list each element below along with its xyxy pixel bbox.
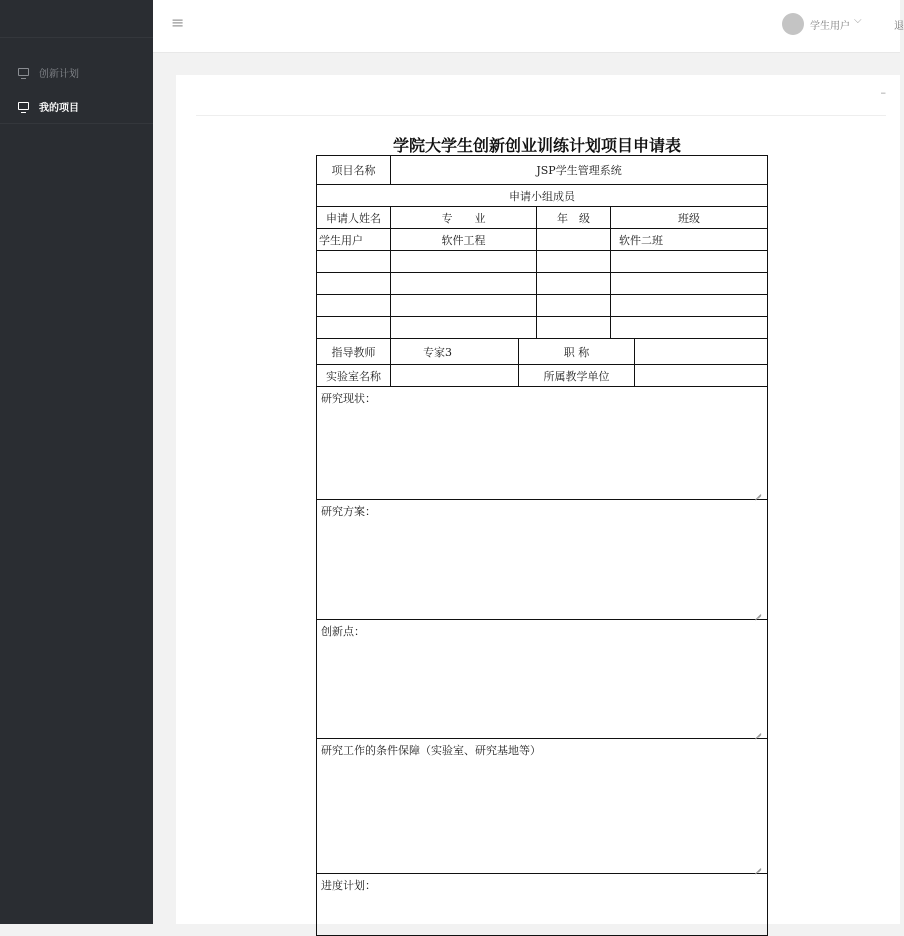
member-row [317,295,768,317]
member-class-cell[interactable] [611,251,768,273]
member-name-cell[interactable] [317,251,391,273]
panel-divider [196,115,886,116]
sidebar-brand [0,0,153,38]
research-plan-label: 研究方案： [321,505,376,518]
schedule-label: 进度计划： [321,879,376,892]
department-label: 所属教学单位 [519,365,635,387]
resize-grip-icon[interactable] [754,488,761,495]
monitor-icon [18,68,29,76]
innovation-points-label: 创新点： [321,625,365,638]
advisor-label: 指导教师 [317,339,391,365]
member-grade-cell[interactable] [537,229,611,251]
research-status-label: 研究现状： [321,392,376,405]
member-major-cell[interactable] [391,251,537,273]
lab-name-value[interactable] [391,365,519,387]
member-class-cell[interactable] [611,295,768,317]
sidebar-divider [0,123,153,124]
member-grade-cell[interactable] [537,251,611,273]
top-header [153,0,904,53]
sidebar-item-innovation-plan[interactable] [0,56,153,88]
sidebar-item-label: 创新计划 [39,68,79,80]
sidebar-item-label: 我的项目 [39,102,79,114]
member-major-cell[interactable] [391,273,537,295]
member-row [317,317,768,339]
project-name-label: 项目名称 [317,156,391,185]
research-conditions-label: 研究工作的条件保障（实验室、研究基地等） [321,744,541,757]
member-row [317,273,768,295]
research-status-field[interactable] [317,387,768,500]
member-name-cell[interactable] [317,273,391,295]
lab-name-label: 实验室名称 [317,365,391,387]
title-label: 职 称 [519,339,635,365]
member-major-cell[interactable]: 软件工程 [391,229,537,251]
member-row [317,251,768,273]
member-name-cell[interactable]: 学生用户 [317,229,391,251]
monitor-icon [18,102,29,110]
project-name-input[interactable]: JSP学生管理系统 [391,156,768,185]
column-header-major: 专 业 [391,207,537,229]
member-class-cell[interactable] [611,273,768,295]
column-header-name: 申请人姓名 [317,207,391,229]
sidebar-item-my-projects[interactable] [0,90,153,122]
resize-grip-icon[interactable] [754,862,761,869]
form-title: 学院大学生创新创业训练计划项目申请表 [393,136,682,155]
avatar[interactable] [782,13,804,35]
resize-grip-icon[interactable] [754,727,761,734]
chevron-down-icon[interactable]: ⌵ [854,15,862,26]
group-members-header: 申请小组成员 [317,185,768,207]
member-major-cell[interactable] [391,295,537,317]
member-class-cell[interactable]: 软件二班 [611,229,768,251]
member-row [317,229,768,251]
member-name-cell[interactable] [317,317,391,339]
logout-link[interactable]: 退 [894,21,904,32]
user-name[interactable]: 学生用户 [810,21,850,32]
innovation-points-field[interactable] [317,620,768,739]
column-header-grade: 年 级 [537,207,611,229]
hamburger-icon[interactable]: ≡ [171,13,185,32]
member-class-cell[interactable] [611,317,768,339]
research-conditions-field[interactable] [317,739,768,874]
member-name-cell[interactable] [317,295,391,317]
resize-grip-icon[interactable] [754,608,761,615]
application-form [316,155,768,936]
member-grade-cell[interactable] [537,295,611,317]
member-major-cell[interactable] [391,317,537,339]
research-plan-field[interactable] [317,500,768,620]
member-grade-cell[interactable] [537,273,611,295]
title-value[interactable] [635,339,768,365]
schedule-field[interactable] [317,874,768,936]
advisor-value[interactable]: 专家3 [391,339,519,365]
department-value[interactable] [635,365,768,387]
sidebar [0,0,153,924]
minimize-icon[interactable]: – [880,86,886,99]
member-grade-cell[interactable] [537,317,611,339]
column-header-class: 班级 [611,207,768,229]
